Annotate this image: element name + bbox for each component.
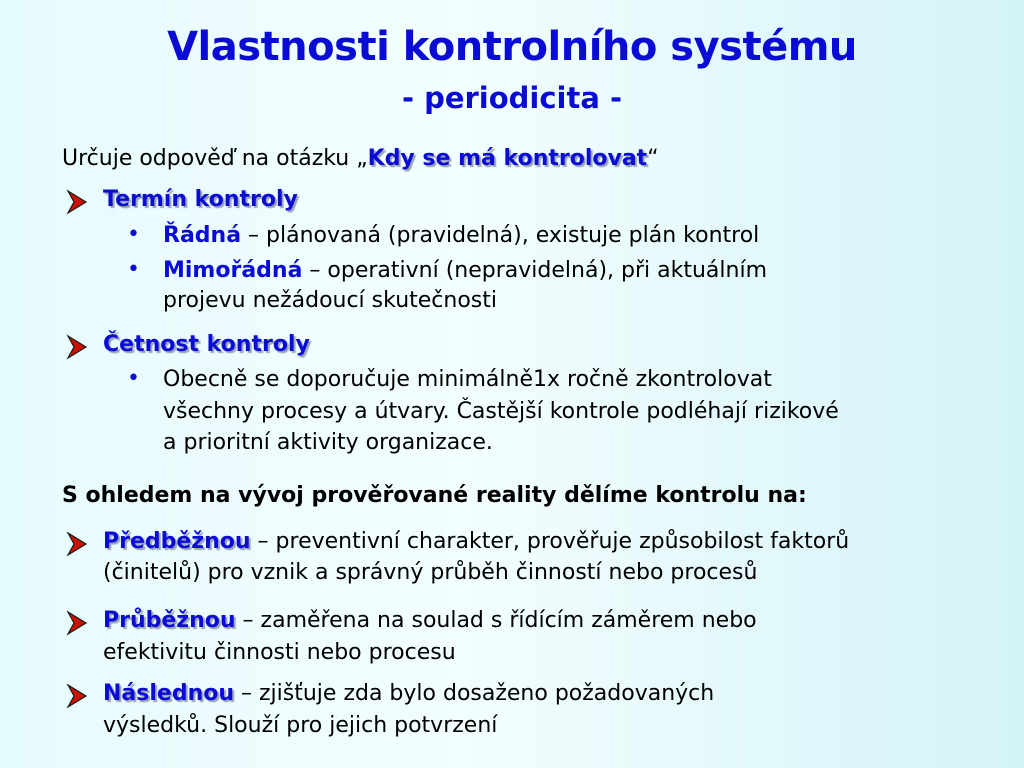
item-text: – operativní (nepravidelná), při aktuálním [302,258,767,283]
intro-prefix: Určuje odpověď na otázku „ [62,146,368,171]
section2-line-3: a prioritní aktivity organizace. [163,430,493,455]
intro-line [62,144,659,174]
type-text: – zjišťuje zda bylo dosaženo požadovaných [234,681,715,706]
intro-suffix: “ [647,146,659,171]
section1-item-2 [163,256,767,286]
type-text: – preventivní charakter, prověřuje způsobilost faktorů [250,529,850,554]
division-heading: S ohledem na vývoj prověřované reality dělíme kontrolu na: [62,483,807,508]
section2-line-2: všechny procesy a útvary. Častější kontrole podléhají rizikové [163,399,839,424]
section2-heading: Četnost kontroly [103,332,310,357]
arrow-bullet-icon [66,189,88,215]
type-item-1-cont: (činitelů) pro vznik a správný průběh činností nebo procesů [103,560,758,585]
item-term: Mimořádná [163,258,303,283]
intro-highlight: Kdy se má kontrolovat [367,146,648,171]
arrow-bullet-icon [66,531,88,557]
type-term: Následnou [103,681,235,706]
type-item-3-cont: výsledků. Slouží pro jejich potvrzení [103,713,498,738]
page-title: Vlastnosti kontrolního systému [167,24,857,70]
section2-line-1: Obecně se doporučuje minimálně1x ročně zkontrolovat [163,367,772,392]
bullet-dot-icon: • [127,257,140,282]
item-term: Řádná [163,223,242,248]
type-item-2 [103,606,757,636]
bullet-dot-icon: • [127,222,140,247]
section1-item-2-cont: projevu nežádoucí skutečnosti [163,288,497,313]
arrow-bullet-icon [66,610,88,636]
bullet-dot-icon: • [127,366,140,391]
type-term: Předběžnou [103,529,251,554]
type-item-2-cont: efektivitu činnosti nebo procesu [103,640,456,665]
type-term: Průběžnou [103,608,236,633]
item-text: – plánovaná (pravidelná), existuje plán kontrol [241,223,760,248]
arrow-bullet-icon [66,334,88,360]
type-item-1 [103,527,849,557]
arrow-bullet-icon [66,683,88,709]
type-text: – zaměřena na soulad s řídícím záměrem nebo [235,608,757,633]
type-item-3 [103,679,714,709]
section1-heading: Termín kontroly [103,187,298,212]
page-subtitle: - periodicita - [401,81,623,115]
section1-item-1 [163,221,759,251]
